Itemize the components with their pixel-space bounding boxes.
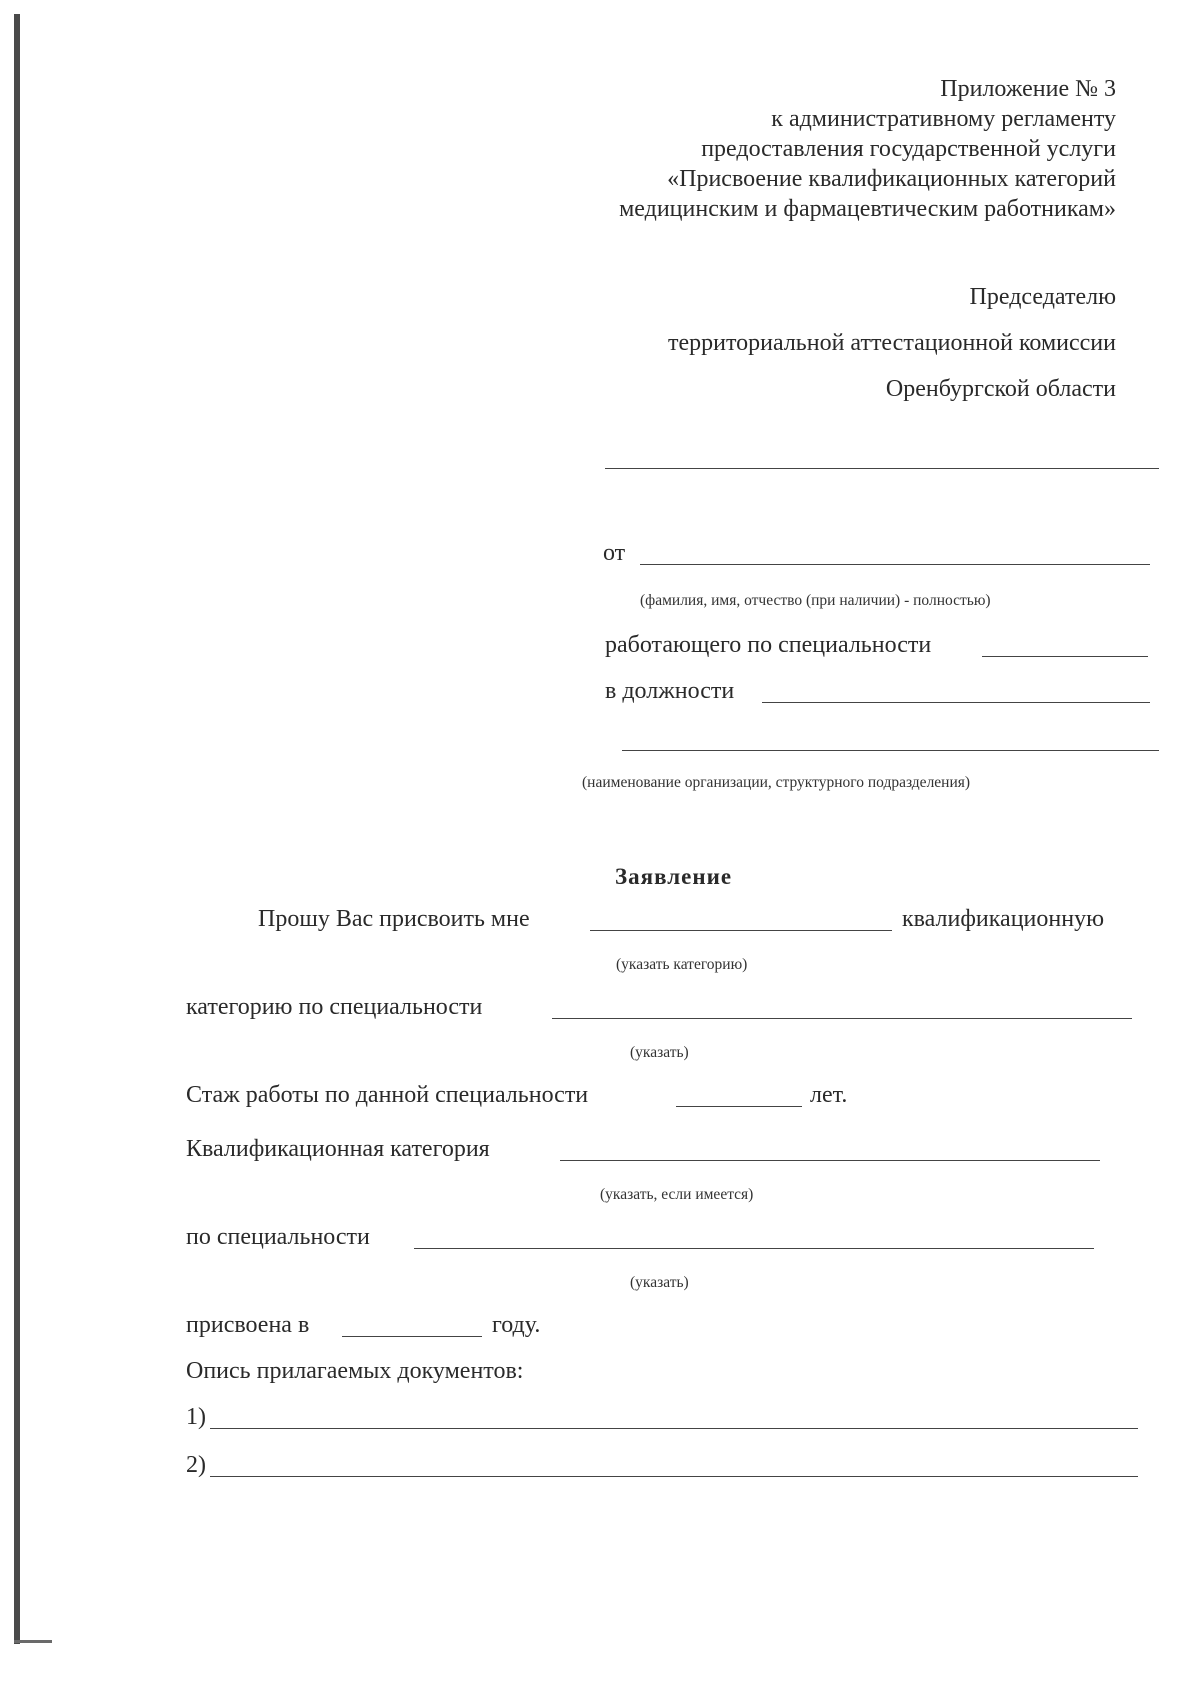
appendix-line-3: предоставления государственной услуги	[701, 136, 1116, 162]
appendix-line-4: «Присвоение квалификационных категорий	[667, 166, 1116, 192]
experience-years-line[interactable]	[676, 1106, 802, 1107]
fio-hint: (фамилия, имя, отчество (при наличии) - полностью)	[640, 592, 991, 609]
if-exists-hint: (указать, если имеется)	[600, 1186, 754, 1203]
assigned-year-label: году.	[492, 1312, 541, 1338]
addressee-commission: территориальной аттестационной комиссии	[667, 330, 1116, 356]
addressee-name-line[interactable]	[605, 468, 1159, 469]
experience-label: Стаж работы по данной специальности	[186, 1082, 589, 1108]
specify-hint-2: (указать)	[630, 1274, 689, 1291]
documents-label: Опись прилагаемых документов:	[186, 1358, 524, 1384]
current-category-label: Квалификационная категория	[186, 1136, 490, 1162]
document-item-1-number: 1)	[186, 1404, 206, 1430]
position-label: в должности	[605, 678, 735, 704]
from-label: от	[603, 540, 626, 566]
request-start: Прошу Вас присвоить мне	[258, 906, 530, 932]
applicant-fio-line[interactable]	[640, 564, 1150, 565]
statement-title: Заявление	[615, 864, 733, 889]
specialty-label: работающего по специальности	[605, 632, 932, 658]
document-item-1-line[interactable]	[210, 1428, 1138, 1429]
specialty-line[interactable]	[982, 656, 1148, 657]
category-hint: (указать категорию)	[616, 956, 748, 973]
assigned-year-line[interactable]	[342, 1336, 482, 1337]
organization-hint: (наименование организации, структурного подразделения)	[582, 774, 971, 791]
appendix-number: Приложение № 3	[940, 76, 1116, 102]
experience-years-label: лет.	[810, 1082, 848, 1108]
current-category-line[interactable]	[560, 1160, 1100, 1161]
document-item-2-number: 2)	[186, 1452, 206, 1478]
assigned-label: присвоена в	[186, 1312, 310, 1338]
requested-category-line[interactable]	[590, 930, 892, 931]
category-by-specialty-label: категорию по специальности	[186, 994, 483, 1020]
position-line[interactable]	[762, 702, 1150, 703]
appendix-line-2: к административному регламенту	[771, 106, 1116, 132]
document-item-2-line[interactable]	[210, 1476, 1138, 1477]
organization-line[interactable]	[622, 750, 1159, 751]
scan-edge	[14, 14, 20, 1644]
request-end: квалификационную	[902, 906, 1105, 932]
scan-edge-foot	[14, 1640, 52, 1643]
category-specialty-line[interactable]	[552, 1018, 1132, 1019]
specify-hint-1: (указать)	[630, 1044, 689, 1061]
by-specialty-label: по специальности	[186, 1224, 370, 1250]
addressee-region: Оренбургской области	[885, 376, 1116, 402]
addressee-title: Председателю	[969, 284, 1116, 310]
appendix-line-5: медицинским и фармацевтическим работникам»	[619, 196, 1116, 222]
current-specialty-line[interactable]	[414, 1248, 1094, 1249]
